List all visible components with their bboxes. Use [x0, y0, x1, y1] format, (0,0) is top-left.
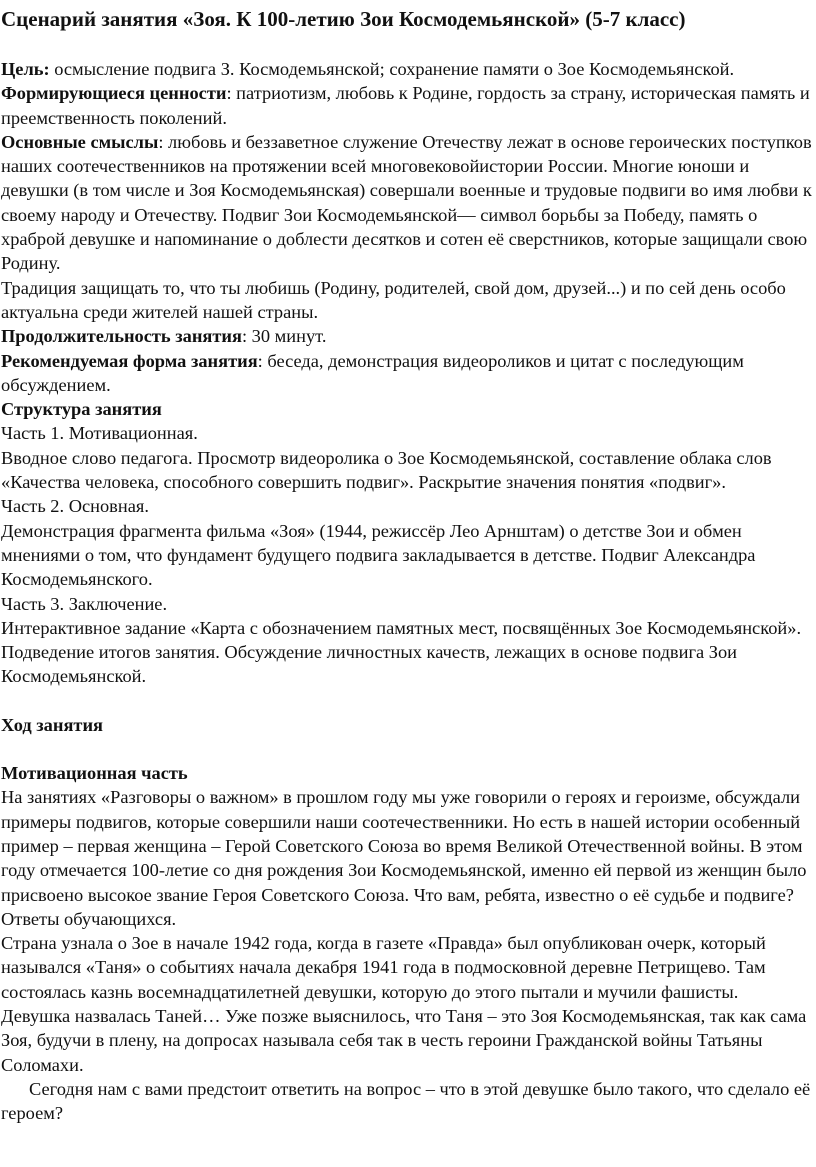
tradition-paragraph: Традиция защищать то, что ты любишь (Родину, родителей, свой дом, друзей...) и по сей день особо актуальна среди жителей нашей страны. [1, 277, 786, 322]
motivation-paragraph-1: На занятиях «Разговоры о важном» в прошлом году мы уже говорили о героях и героизме, обсуждали примеры подвигов, которые совершили наши соотечественники. Но есть в нашей истории особенный пример – первая женщина – Герой Советского Союза во время Великой Отечественной войны. В этом году отмечается 100-летие со дня рождения Зои Космодемьянской, именно ей первой из женщин было присвоено высокое звание Героя Советского Союза. Что вам, ребята, известно о её судьбе и подвиге? [1, 787, 807, 905]
spacer [0, 737, 816, 761]
part2-title: Часть 2. Основная. [1, 496, 149, 517]
part1-text: Вводное слово педагога. Просмотр видеоролика о Зое Космодемьянской, составление облака слов «Качества человека, способного совершить подвиг». Раскрытие значения понятия «подвиг». [1, 447, 772, 493]
values-label: Формирующиеся ценности [1, 83, 227, 104]
form-paragraph [0, 349, 816, 398]
course-heading [0, 713, 816, 737]
meanings-text: : любовь и беззаветное служение Отечеству лежат в основе героических поступков наших соотечественников на протяжении всей многовековойистории России. Многие юноши и девушки (в том числе и Зоя Космодемьянская) совершали военные и трудовые подвиги во имя любви к своему народу и Отечеству. Подвиг Зои Космодемьянской— символ борьбы за Победу, память о храброй девушке и напоминание о доблести десятков и сотен её сверстников, которые защищали свою Родину. [1, 131, 812, 274]
meanings-label: Основные смыслы [1, 131, 159, 152]
motivation-heading-text: Мотивационная часть [1, 763, 188, 784]
motivation-paragraph-2: Ответы обучающихся. [1, 908, 177, 929]
structure-heading-text: Структура занятия [1, 399, 162, 420]
values-text: : патриотизм, любовь к Родине, гордость за страну, историческая память и преемственность поколений. [1, 83, 810, 128]
motivation-paragraph-4: Сегодня нам с вами предстоит ответить на вопрос – что в этой девушке было такого, что сделало её героем? [1, 1078, 811, 1124]
structure-heading [0, 397, 816, 421]
document-title: Сценарий занятия «Зоя. К 100-летию Зои Космодемьянской» (5-7 класс) [1, 7, 686, 31]
duration-label: Продолжительность занятия [1, 326, 242, 347]
part3-text: Интерактивное задание «Карта с обозначением памятных мест, посвящённых Зое Космодемьянской». Подведение итогов занятия. Обсуждение личностных качеств, лежащих в основе подвига Зои Космодемьянской. [1, 617, 802, 687]
part1-title: Часть 1. Мотивационная. [1, 423, 198, 444]
part3-title: Часть 3. Заключение. [1, 593, 168, 614]
course-heading-text: Ход занятия [1, 714, 103, 735]
spacer [0, 689, 816, 713]
goal-paragraph [0, 57, 816, 81]
values-paragraph [0, 81, 816, 130]
motivation-paragraph-3: Страна узнала о Зое в начале 1942 года, когда в газете «Правда» был опубликован очерк, который назывался «Таня» о событиях начала декабря 1941 года в подмосковной деревне Петрищево. Там состоялась казнь восемнадцатилетней девушки, которую до этого пытали и мучили фашисты. Девушка назвалась Таней… Уже позже выяснилось, что Таня – это Зоя Космодемьянская, так как сама Зоя, будучи в плену, на допросах называла себя так в честь героини Гражданской войны Татьяны Соломахи. [1, 933, 807, 1075]
meanings-paragraph [0, 130, 816, 276]
motivation-heading [0, 761, 816, 785]
goal-text: осмысление подвига З. Космодемьянской; сохранение памяти о Зое Космодемьянской. [49, 59, 735, 79]
part2-text: Демонстрация фрагмента фильма «Зоя» (1944, режиссёр Лео Арнштам) о детстве Зои и обмен мнениями о том, что фундамент будущего подвига закладывается в детстве. Подвиг Александра Космодемьянского. [1, 520, 756, 590]
duration-paragraph [0, 324, 816, 348]
duration-text: : 30 минут. [241, 326, 327, 347]
goal-label: Цель: [1, 59, 50, 79]
form-text: : беседа, демонстрация видеороликов и цитат с последующим обсуждением. [1, 350, 744, 395]
form-label: Рекомендуемая форма занятия [1, 350, 258, 371]
